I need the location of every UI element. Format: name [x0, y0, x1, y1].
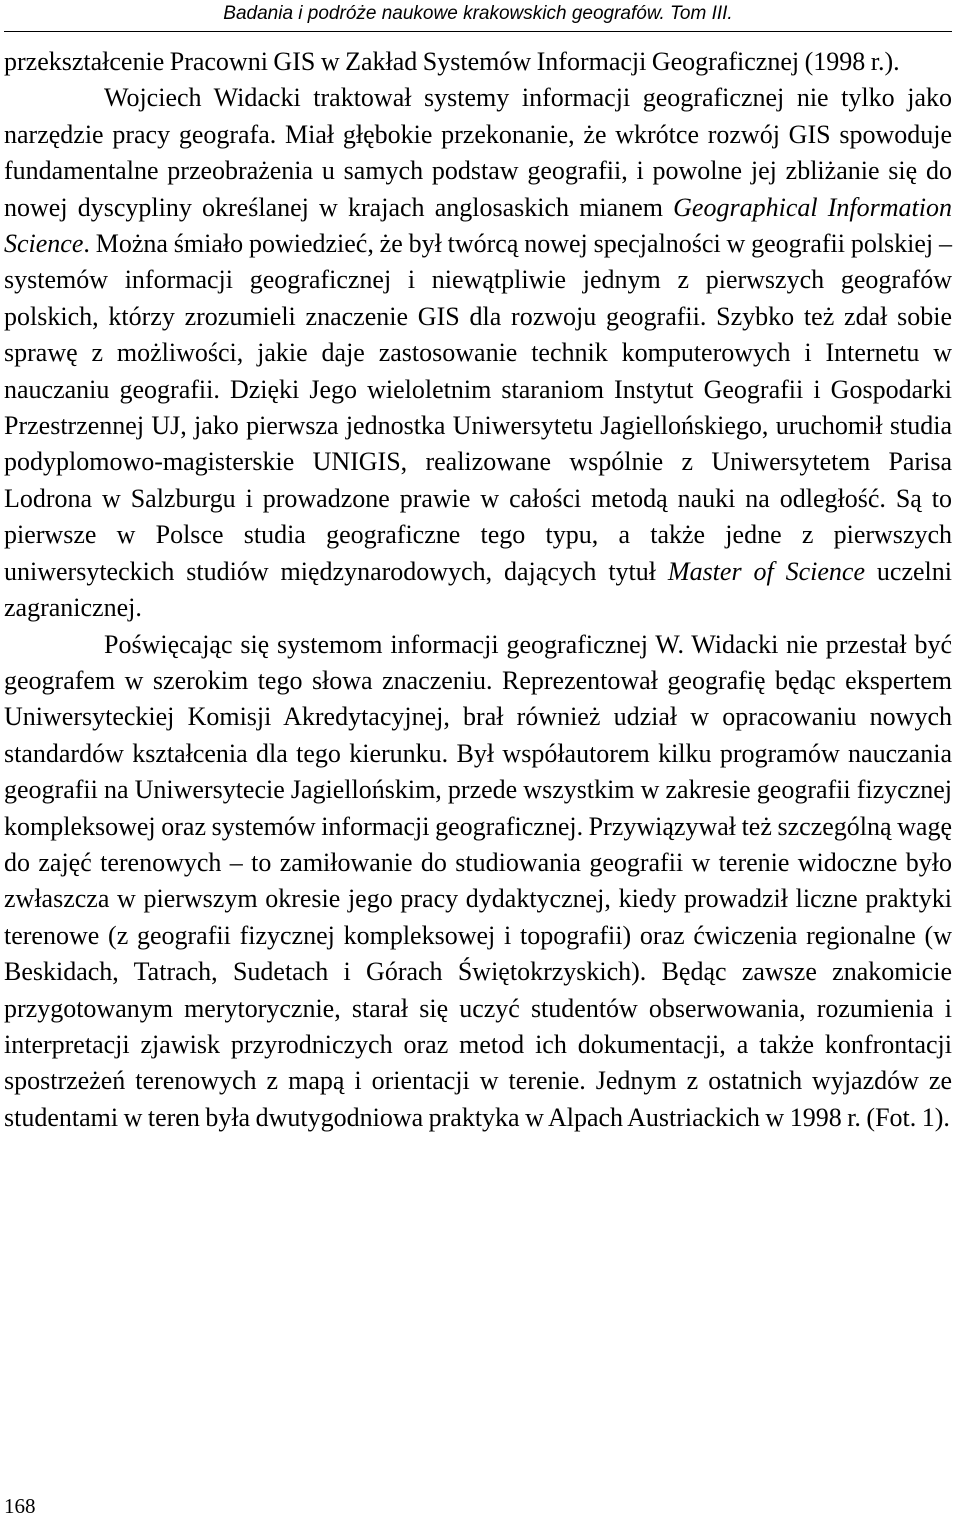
header-rule	[4, 31, 952, 32]
text-run: Poświęcając się systemom informacji geograficznej W. Widacki nie przestał być geografem w szerokim tego słowa znaczeniu. Reprezentował geografię będąc ekspertem Uniwersyteckiej Komisji Akredytacyjnej, brał również udział w opracowaniu nowych standardów kształcenia dla tego kierunku. Był współautorem kilku programów nauczania geografii na Uniwersytecie Jagiellońskim, przede wszystkim w zakresie geografii fizycznej kompleksowej oraz systemów informacji geograficznej. Przywiązywał też szczególną wagę do zajęć terenowych – to zamiłowanie do studiowania geografii w terenie widoczne było zwłaszcza w pierwszym okresie jego pracy dydaktycznej, kiedy prowadził liczne praktyki terenowe (z geografii fizycznej kompleksowej i topografii) oraz ćwiczenia regionalne (w Beskidach, Tatrach, Sudetach i Górach Świętokrzyskich). Będąc zawsze znakomicie przygotowanym merytorycznie, starał się uczyć studentów obserwowania, rozumienia i interpretacji zjawisk przyrodniczych oraz metod ich dokumentacji, a także konfrontacji spostrzeżeń terenowych z mapą i orientacji w terenie. Jednym z ostatnich wyjazdów ze studentami w teren była dwutygodniowa praktyka w Alpach Austriackich w 1998 r. (Fot. 1).	[4, 629, 952, 1132]
body-text	[4, 44, 952, 1136]
text-run: uczelni zagranicznej.	[4, 556, 952, 623]
italic-term: Master of Science	[667, 556, 866, 586]
document-page	[4, 0, 952, 1520]
text-run: . Można śmiało powiedzieć, że był twórcą nowej specjalności w geografii polskiej – systemów informacji geograficznej i niewątpliwie jednym z pierwszych geografów polskich, którzy zrozumieli znaczenie GIS dla rozwoju geografii. Szybko też zdał sobie sprawę z możliwości, jakie daje zastosowanie technik komputerowych i Internetu w nauczaniu geografii. Dzięki Jego wieloletnim staraniom Instytut Geografii i Gospodarki Przestrzennej UJ, jako pierwsza jednostka Uniwersytetu Jagiellońskiego, uruchomił studia podyplomowo-magisterskie UNIGIS, realizowane wspólnie z Uniwersytetem Parisa Lodrona w Salzburgu i prowadzone prawie w całości metodą nauki na odległość. Są to pierwsze w Polsce studia geograficzne tego typu, a także jedne z pierwszych uniwersyteckich studiów międzynarodowych, dających tytuł	[4, 229, 952, 586]
running-header: Badania i podróże naukowe krakowskich geografów. Tom III.	[223, 3, 733, 24]
page-number: 168	[4, 1494, 36, 1518]
paragraph-gis-science	[4, 80, 952, 626]
text-run: przekształcenie Pracowni GIS w Zakład Systemów Informacji Geograficznej (1998 r.).	[4, 47, 900, 76]
paragraph-geography-teaching	[4, 627, 952, 1137]
italic-term: Geographical Information Science	[4, 192, 952, 259]
text-run: Wojciech Widacki traktował systemy informacji geograficznej nie tylko jako narzędzie pracy geografa. Miał głębokie przekonanie, że wkrótce rozwój GIS spowoduje fundamentalne przeobrażenia u samych podstaw geografii, i powolne jej zbliżanie się do nowej dyscypliny określanej w krajach anglosaskich mianem	[4, 83, 952, 222]
paragraph-continuation	[4, 44, 952, 80]
